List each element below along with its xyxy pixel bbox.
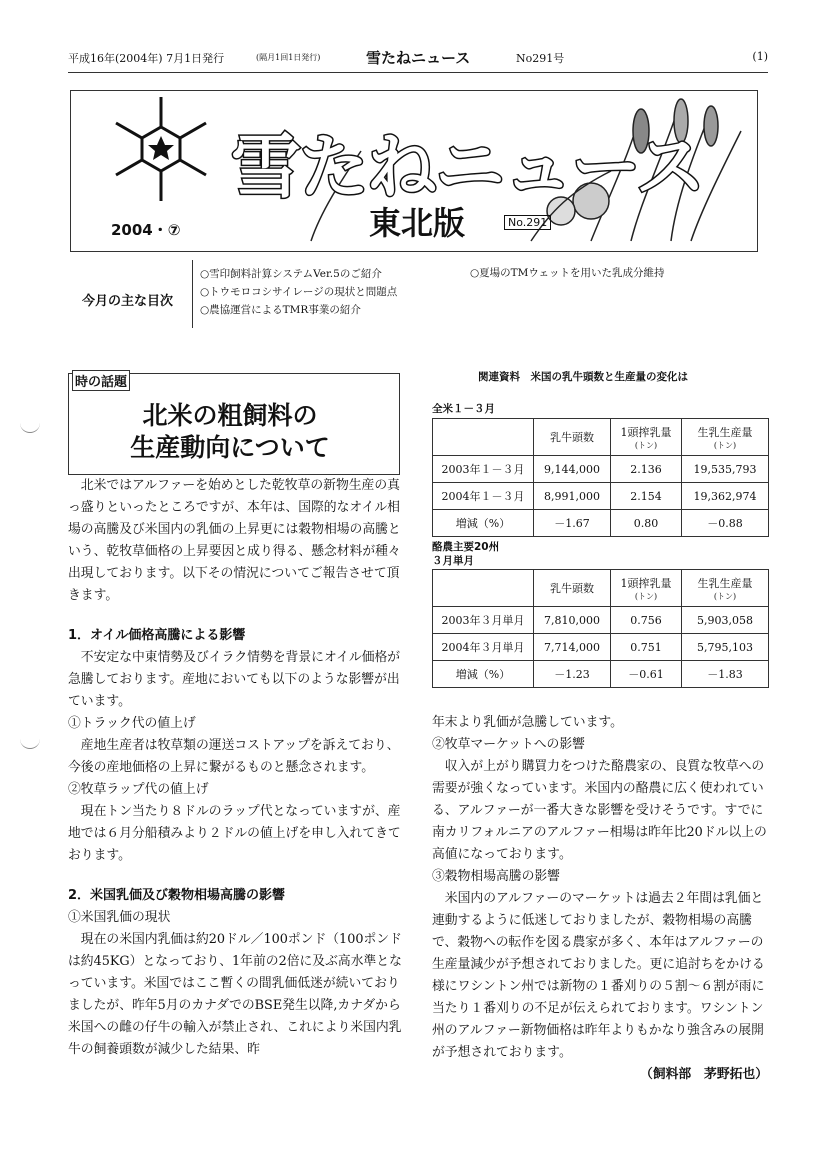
header-issue: No291号: [516, 52, 565, 65]
table1-col-head: 乳牛頭数: [534, 419, 611, 456]
masthead-date: 2004・⑦: [111, 221, 181, 239]
snowflake-icon: [116, 97, 206, 201]
section2-sub1-body: 現在の米国内乳価は約20ドル／100ポンド（100ポンドは約45KG）となっており、1年前の2倍に及ぶ高水準となっています。米国ではここ暫くの間乳価低迷が続いておりましたが、昨年5月のカナダでのBSE発生以降,カナダから米国への雌の仔牛の輸入が禁止され、これにより米国内乳牛の飼養頭数が減少した結果、昨: [68, 932, 402, 1057]
section2-sub1: ①米国乳価の現状: [68, 910, 171, 925]
toc-item: ○雪印飼料計算システムVer.5のご紹介: [200, 268, 382, 280]
feature-title-line2: 生産動向について: [130, 433, 330, 462]
continuation-text: 年末より乳価が急騰しています。: [432, 715, 623, 730]
section2-sub3: ③穀物相場高騰の影響: [432, 869, 560, 884]
table-row: 増減（%） －1.67 0.80 －0.88: [433, 510, 769, 537]
binder-mark: [20, 422, 40, 433]
table1-caption: 全米１－３月: [432, 403, 495, 415]
section1-sub2-body: 現在トン当たり８ドルのラップ代となっていますが、産地では６月分船積みより２ドルの値上げを申し入れてきております。: [68, 804, 401, 863]
masthead-number: No.291: [504, 215, 551, 230]
table2-col-head: 1頭搾乳量 (トン): [611, 570, 682, 607]
toc-item: ○農協運営によるTMR事業の紹介: [200, 304, 361, 316]
intro-paragraph: 北米ではアルファーを始めとした乾牧草の新物生産の真っ盛りといったところですが、本年は、国際的なオイル相場の高騰及び米国内の乳価の上昇更には穀物相場の高騰という、乾牧草価格の上昇要因と成り得る、懸念材料が種々出現しております。以下その情況についてご報告させて頂きます。: [68, 478, 401, 603]
toc-item: ○トウモロコシサイレージの現状と問題点: [200, 286, 398, 298]
table2-caption: 酪農主要20州 ３月単月: [432, 541, 500, 567]
toc-item: ○夏場のTMウェットを用いた乳成分維持: [470, 267, 665, 279]
section1-heading: 1．オイル価格高騰による影響: [68, 628, 246, 643]
table2-col-head: 乳牛頭数: [534, 570, 611, 607]
section2-sub3-body: 米国内のアルファーのマーケットは過去２年間は乳価と連動するように低迷しておりましたが、穀物相場の高騰で、穀物への転作を図る農家が多く、本年はアルファーの生産量減少が予想されておりました。更に追討ちをかける様にワシントン州では新物の１番刈りの５割～６割が雨に当たり１番刈りの不足が伝えられております。ワシントン州のアルファー新物価格は昨年よりもかなり強含みの展開が予想されております。: [432, 891, 765, 1060]
tables-heading: 関連資料 米国の乳牛頭数と生産量の変化は: [478, 371, 688, 383]
article-right-column: [432, 712, 768, 1086]
section2-sub2: ②牧草マーケットへの影響: [432, 737, 585, 752]
feature-tag: 時の話題: [72, 370, 130, 391]
table-row: 2003年３月単月 7,810,000 0.756 5,903,058: [433, 607, 769, 634]
table-row: 2004年１－３月 8,991,000 2.154 19,362,974: [433, 483, 769, 510]
table1-col-head: 1頭搾乳量 (トン): [611, 419, 682, 456]
section1-body: 不安定な中東情勢及びイラク情勢を背景にオイル価格が急騰しております。産地においても以下のような影響が出ています。: [68, 650, 401, 709]
section1-sub1-body: 産地生産者は牧草類の運送コストアップを訴えており、今後の産地価格の上昇に繋がるものと懸念されます。: [68, 738, 400, 775]
header-date: 平成16年(2004年) 7月1日発行: [68, 52, 225, 65]
section2-heading: 2．米国乳価及び穀物相場高騰の影響: [68, 888, 286, 903]
table-row: 2003年１－３月 9,144,000 2.136 19,535,793: [433, 456, 769, 483]
table1-col-head: 生乳生産量 (トン): [682, 419, 769, 456]
feature-title: [80, 400, 380, 464]
table-row: 2004年３月単月 7,714,000 0.751 5,795,103: [433, 634, 769, 661]
header-title: 雪たねニュース: [366, 49, 471, 67]
running-header: [68, 46, 768, 73]
toc-label: 今月の主な目次: [82, 294, 174, 309]
header-note: (隔月1回1日発行): [256, 53, 321, 62]
masthead-title: 雪たねニュース: [231, 126, 704, 208]
article-left-column: [68, 475, 404, 1061]
header-page: (1): [752, 50, 768, 63]
masthead-edition: 東北版: [369, 204, 466, 242]
table2-col-head: 生乳生産量 (トン): [682, 570, 769, 607]
masthead: [70, 90, 758, 252]
binder-mark: [20, 738, 40, 749]
table1: [432, 418, 769, 537]
section1-sub2: ②牧草ラップ代の値上げ: [68, 782, 209, 797]
toc-divider: [192, 260, 193, 328]
table2: [432, 569, 769, 688]
signature: （飼料部 茅野拓也）: [640, 1067, 768, 1082]
section1-sub1: ①トラック代の値上げ: [68, 716, 196, 731]
section2-sub2-body: 収入が上がり購買力をつけた酪農家の、良質な牧草への需要が強くなっています。米国内の酪農に広く使われている、アルファーが一番大きな影響を受けそうです。すでに南カリフォルニアのアルファー相場は昨年比20ドル以上の高値になっております。: [432, 759, 767, 862]
toc-list: [200, 265, 397, 319]
table-row: 増減（%） －1.23 －0.61 －1.83: [433, 661, 769, 688]
feature-title-line1: 北米の粗飼料の: [142, 401, 318, 430]
